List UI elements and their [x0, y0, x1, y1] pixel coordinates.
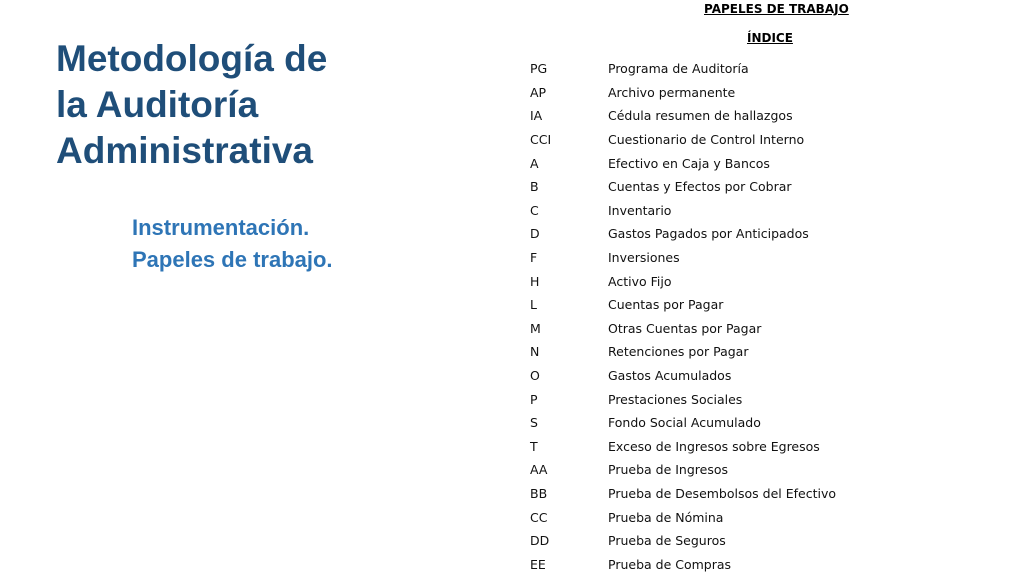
- index-description: Cuestionario de Control Interno: [608, 132, 805, 148]
- index-code: CCI: [530, 132, 552, 148]
- index-row: [530, 104, 870, 128]
- index-row: [530, 458, 870, 482]
- index-row: [530, 246, 870, 270]
- index-code: PG: [530, 61, 548, 77]
- index-code: P: [530, 391, 538, 407]
- index-description: Prueba de Ingresos: [608, 462, 729, 478]
- index-row: [530, 411, 870, 435]
- index-row: [530, 505, 870, 529]
- index-description: Prueba de Desembolsos del Efectivo: [608, 485, 836, 501]
- slide-subtitle: [132, 212, 333, 276]
- index-row: [530, 435, 870, 459]
- slide-title-line-3: Administrativa: [56, 130, 314, 171]
- slide-subtitle-line-1: Instrumentación.: [132, 215, 310, 240]
- index-description: Exceso de Ingresos sobre Egresos: [608, 438, 820, 454]
- index-description: Cédula resumen de hallazgos: [608, 108, 793, 124]
- index-row: [530, 222, 870, 246]
- index-row: [530, 151, 870, 175]
- index-description: Prestaciones Sociales: [608, 391, 743, 407]
- index-row: [530, 317, 870, 341]
- index-description: Gastos Acumulados: [608, 368, 732, 384]
- index-code: T: [530, 438, 538, 454]
- index-code: IA: [530, 108, 543, 124]
- index-description: Otras Cuentas por Pagar: [608, 320, 762, 336]
- index-description: Activo Fijo: [608, 273, 672, 289]
- index-row: [530, 529, 870, 553]
- index-description: Inversiones: [608, 250, 680, 266]
- index-description: Cuentas por Pagar: [608, 297, 724, 313]
- index-row: [530, 199, 870, 223]
- index-row: [530, 269, 870, 293]
- index-description: Archivo permanente: [608, 84, 736, 100]
- index-code: B: [530, 179, 539, 195]
- index-code: F: [530, 250, 538, 266]
- index-code: D: [530, 226, 540, 242]
- index-description: Fondo Social Acumulado: [608, 415, 761, 431]
- index-row: [530, 175, 870, 199]
- index-code: N: [530, 344, 540, 360]
- index-code: O: [530, 368, 540, 384]
- slide-subtitle-line-2: Papeles de trabajo.: [132, 247, 333, 272]
- index-code: AP: [530, 84, 547, 100]
- slide-title-line-2: la Auditoría: [56, 84, 259, 125]
- index-code: A: [530, 155, 539, 171]
- document-heading: PAPELES DE TRABAJO: [704, 2, 849, 16]
- index-code: AA: [530, 462, 548, 478]
- index-code: CC: [530, 509, 548, 525]
- index-list: [530, 57, 870, 576]
- index-description: Gastos Pagados por Anticipados: [608, 226, 809, 242]
- index-description: Prueba de Compras: [608, 556, 732, 572]
- index-code: C: [530, 202, 539, 218]
- slide-title: [56, 36, 416, 174]
- index-row: [530, 57, 870, 81]
- index-row: [530, 81, 870, 105]
- index-code: BB: [530, 485, 548, 501]
- index-code: DD: [530, 533, 550, 549]
- index-code: EE: [530, 556, 546, 572]
- index-row: [530, 340, 870, 364]
- index-description: Inventario: [608, 202, 672, 218]
- index-description: Programa de Auditoría: [608, 61, 749, 77]
- index-description: Prueba de Nómina: [608, 509, 724, 525]
- index-description: Retenciones por Pagar: [608, 344, 749, 360]
- index-code: L: [530, 297, 537, 313]
- index-row: [530, 128, 870, 152]
- index-row: [530, 293, 870, 317]
- index-row: [530, 552, 870, 576]
- index-code: S: [530, 415, 538, 431]
- index-row: [530, 364, 870, 388]
- document-index-heading: ÍNDICE: [747, 31, 793, 45]
- index-description: Efectivo en Caja y Bancos: [608, 155, 770, 171]
- index-description: Cuentas y Efectos por Cobrar: [608, 179, 792, 195]
- index-row: [530, 482, 870, 506]
- index-code: M: [530, 320, 541, 336]
- index-code: H: [530, 273, 540, 289]
- index-description: Prueba de Seguros: [608, 533, 726, 549]
- slide-title-line-1: Metodología de: [56, 38, 328, 79]
- index-row: [530, 387, 870, 411]
